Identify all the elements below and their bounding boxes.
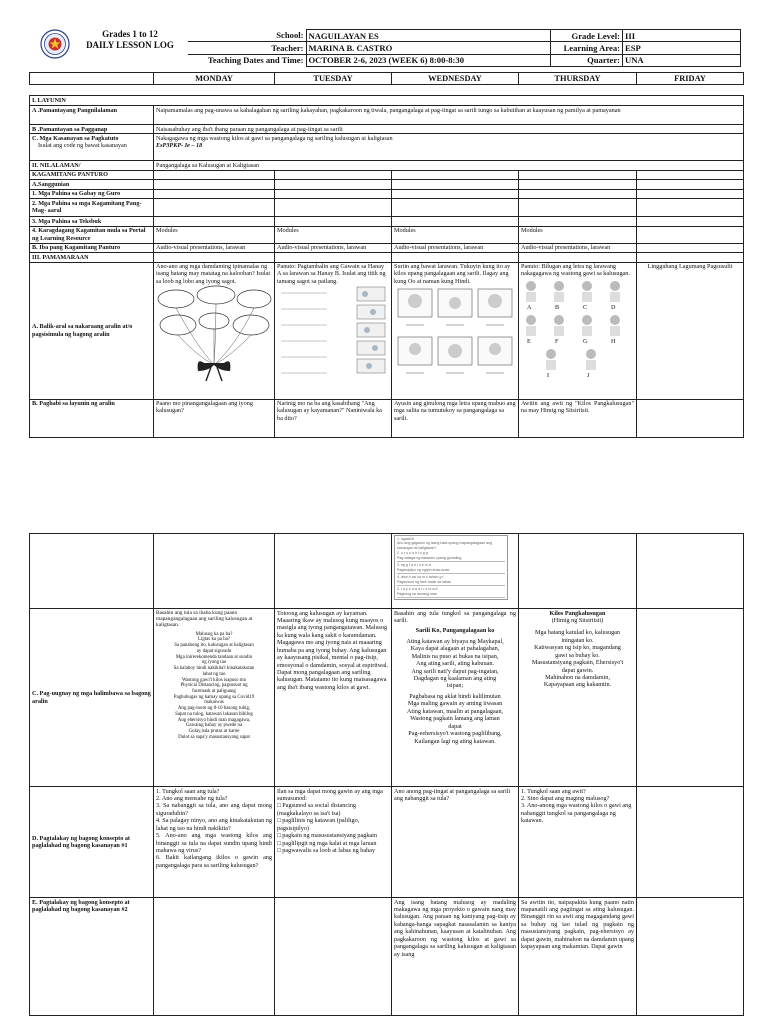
kasanayan-label-cell <box>30 134 154 161</box>
wednesday-poem-line: Pag-eehersisyo't wastong paglilibang, <box>408 730 502 738</box>
monday-poem-line: Malusog ka pa ba? <box>195 631 233 637</box>
days-corner <box>30 73 154 85</box>
ibang-kagamitan-label: B. Iba pang Kagamitang Panturo <box>30 243 154 252</box>
kasanayan-text-cell <box>154 134 744 161</box>
school-label: School: <box>188 30 306 42</box>
ibang-kagamitan-friday <box>637 243 744 252</box>
wednesday-poem-line: isipan; <box>446 682 464 690</box>
pamamaraan-label: III. PAMAMARAAN <box>30 253 154 262</box>
karagdagang-tuesday: Modules <box>275 226 392 243</box>
wednesday-poem-line: Ating katawan ay biyaya ng Maykapal, <box>406 637 504 645</box>
monday-poem-line: ay dapat siguradu <box>196 648 232 654</box>
thursday-poem-line: iningatan ko. <box>561 636 594 644</box>
pagtalakay1-tuesday-item: □ Pagsunod sa social distancing (magkakalayo sa isa't isa) <box>277 802 357 817</box>
paguugnay-tuesday: Totoong ang kalusugan ay kayaman. Maaaring ikaw ay malusog kung maayos o masigla ang iyong pangangatawan. Malusog ka kung wala kang sakit o karamdaman. Magagawa mo ang iyong nais at maaaring humaba pa ang iyong buhay. Ang kalusugan ay kaayusang pisikal, mental o pag-iisip, emosyonal o damdamin, sosyal at espiritwal. Dapat mong pangalagaan ang sariling kalusugan. Matatamo ito kung maisasagawa ang iba't ibang wastong kilos at gawi. <box>275 609 392 787</box>
pagtalakay1-tuesday-item: □ pagwawalis sa loob at labas ng bahay <box>277 847 376 854</box>
monday-poem-line: Mga inirerekomenda tandaan at sundin <box>175 654 253 660</box>
paguugnay-thursday-poem <box>521 629 634 689</box>
picture-letter-i: I <box>547 371 550 379</box>
day-wednesday: WEDNESDAY <box>392 73 519 85</box>
school-value: NAGUILAYAN ES <box>306 30 550 42</box>
paghabi-wednesday: Ayusin ang ginulong mga letra upang mabuo ang mga salita na tumutukoy sa pangangalaga sa sarili. <box>392 399 519 437</box>
log-title-line2: DAILY LESSON LOG <box>86 40 174 50</box>
karagdagang-wednesday: Modules <box>392 226 519 243</box>
pagtalakay2-thursday: Sa awitin ito, naipapakita kung paano natin mapanatili ang pagiingat sa ating kalusugan. Binanggit rin sa awit ang magagandang gawi sa buhay ng tao tulad ng pagkain ng masustansiyang pagkain, pag-ehersisyo ay dapat gawin, mahinahon na damdamin upang kapayapaan ang makamtan. Dapat gawin <box>519 898 637 1016</box>
day-tuesday: TUESDAY <box>275 73 392 85</box>
monday-poem-line: Sa kalaboy hindi nakikita't kinakatakutan <box>173 666 255 672</box>
picture-letter-d: D <box>611 303 616 311</box>
wednesday-poem-line: Dagdagan ng kaalaman ang ating <box>413 675 497 682</box>
pagtalakay1-monday-q2: 2. Ano ang mensahe ng tula? <box>156 794 228 802</box>
quarter-label: Quarter: <box>551 54 623 66</box>
ibang-kagamitan-monday: Audio-visual presentations, larawan <box>154 243 275 252</box>
kasanayan-text: Nakagagawa ng mga wastong kilos at gawi sa pangangalaga ng sariling kalusugan at kaligtasan <box>156 134 393 142</box>
wednesday-poem-line: Pagbabasa ng aklat hindi kalilimutan <box>409 692 501 700</box>
pagtalakay1-tuesday-item: □ paglilinis ng katawan (paliligo, pagsisipilyo) <box>277 817 360 832</box>
paguugnay-wednesday-poem <box>394 638 516 745</box>
thursday-poem-line: gawi sa buhay ko. <box>555 651 600 659</box>
worksheet-line-4: Pag-aalaga ng katawan upang gumaling <box>397 556 505 562</box>
lesson-table-page1 <box>29 95 744 438</box>
picture-letter-h: H <box>611 337 616 345</box>
wednesday-poem-line: Kaya dapat alagaan at pahalagahan, <box>410 645 500 653</box>
paghabi-monday: Paano mo pinangangalagaan ang iyong kalusugan? <box>154 399 275 437</box>
thursday-poem-line: Katiwasyan ng isip ko, magandang <box>534 644 621 652</box>
karagdagang-label: 4. Karagdagang Kagamitan mula sa Portal ng Learning Resource <box>30 226 154 243</box>
paguugnay-thursday-subtitle: (Himig ng Sitsiritsit) <box>551 616 604 624</box>
kagamitang-panturo-label: KAGAMITANG PANTURO <box>30 170 154 179</box>
lesson-table-page2 <box>29 533 744 1016</box>
nilalaman-text: Pangangalaga sa Kalusugan at Kaligtasan <box>154 161 744 170</box>
worksheet-image-cell <box>392 534 519 609</box>
worksheet-line-1: 1. kgaati ili <box>397 537 414 541</box>
log-title-line1: Grades 1 to 12 <box>102 29 158 39</box>
monday-poem-line: Physical Distancing, pagsusuot ng <box>180 683 248 689</box>
matching-worksheet-illustration <box>277 285 389 385</box>
worksheet-line-10: Pagtulog sa tamang oras <box>397 592 505 598</box>
pagtalakay1-tuesday-item: □ pagkain ng masusustansiyang pagkain <box>277 832 377 840</box>
karagdagang-thursday: Modules <box>519 226 637 243</box>
deped-seal <box>40 29 70 59</box>
paghabi-label: B. Paghabi sa layunin ng aralin <box>30 399 154 437</box>
paguugnay-monday-poem <box>156 632 272 741</box>
pamantayang-pangnilalaman-text: Naipamamalas ang pag-unawa sa kahalagahan ng sariling kakayahan, pagkakaroon ng tiwala, pangangalaga at pag-iingat sa sarili tungo sa kabutihan at kaayusan ng pamilya at pamayanan <box>154 106 744 125</box>
balik-aral-monday-text: Ano-ano ang mga damdaming ipinamalas ng isang batang may matatag na kalooban? Isulat sa loob ng lobo ang iyong sagot. <box>156 263 271 285</box>
monday-poem-line: ng iyong tao <box>201 660 227 666</box>
pagtalakay1-thursday-q1: 1. Tungkol saan ang awit? <box>521 787 586 795</box>
paguugnay-wednesday-intro: Basahin ang tula tungkol sa pangangalaga ng sarili. <box>394 609 516 624</box>
pagtalakay1-tuesday-item: □ paglilipgit ng mga kalat at mga laruan <box>277 839 377 847</box>
ibang-kagamitan-thursday: Audio-visual presentations, larawan <box>519 243 637 252</box>
balik-aral-label: A. Balik-aral sa nakaraang aralin at/o pagsisimula ng bagong aralin <box>30 262 154 399</box>
layunin-heading: I. LAYUNIN <box>30 96 744 106</box>
picture-letter-c: C <box>583 303 588 311</box>
day-friday: FRIDAY <box>637 73 744 85</box>
pagtalakay1-monday-q6: 6. Bakit kailangang ikilos o gawin ang pangangalaga para sa sariling kalusugan? <box>156 854 272 869</box>
paguugnay-wednesday-cell <box>392 609 519 787</box>
karagdagang-monday: Modules <box>154 226 275 243</box>
balik-aral-wednesday-cell <box>392 262 519 399</box>
pamantayang-pangnilalaman-label: A .Pamantayang Pangnilalaman <box>30 106 154 125</box>
pagtalakay2-wednesday: Ang isang batang malusog ay madaling makagawa ng mga proyekto o gawain nang may kalusugan. Ang paraan ng kaniyang pag-iisip ay kahanga-hanga sapagkat nasasalamin sa kaniya ang kahinahunan, kaayusan at katalinuhan. Ang pagkakaroon ng wastong kilos at gawi sa pangangalaga sa sariling kalusugan at kaligtasan ay isang <box>392 898 519 1016</box>
balik-aral-tuesday-text: Panuto: Pagtambalin ang Gawain sa Hanay A sa larawan sa Hanay B. Isulat ang titik ng tamang sagot sa patlang. <box>277 263 386 285</box>
day-monday: MONDAY <box>154 73 275 85</box>
habits-figures-illustration <box>521 278 635 384</box>
pagtalakay1-monday-cell <box>154 787 275 898</box>
teacher-value: MARINA B. CASTRO <box>306 42 550 54</box>
days-header-row <box>29 72 744 85</box>
pagtalakay1-monday-q4: 4. Sa palagay ninyo, ano ang kinakatakutan ng lahat ng tao na hindi nakikita? <box>156 817 272 832</box>
wednesday-poem-line: Ang ating sarili, ating kabuuan. <box>415 660 494 668</box>
monday-poem-line: Dulot sa sapa'y masustansyang sapat <box>178 734 250 740</box>
dates-value: OCTOBER 2-6, 2023 (WEEK 6) 8:00-8:30 <box>306 54 550 66</box>
thursday-poem-line: Mga batang katulad ko, kalusugan <box>534 629 621 637</box>
paguugnay-label: C. Pag-uugnay ng mga halimbawa sa bagong aralin <box>30 609 154 787</box>
teksbuk-label: 3. Mga Pahina sa Teksbuk <box>30 217 154 226</box>
sanggunian-label: A.Sanggunian <box>30 180 154 189</box>
pagtalakay1-wednesday: Ano anong pag-iingat at pangangalaga sa sarili ang nabanggit sa tula? <box>392 787 519 898</box>
teacher-label: Teacher: <box>188 42 306 54</box>
monday-poem-line: Ang ehersisyo hindi man magagawa, <box>177 717 251 723</box>
worksheet-line-2: Ano ang gagawin ng isang bata upang mapangalagaan ang kalusugan at kaligtasan? <box>397 541 493 550</box>
balik-aral-friday: Lingguhang Lagumang Pagsusulit <box>637 262 744 399</box>
wednesday-poem-line: Ang sarili nati'y daput pag-ingatan, <box>411 667 499 675</box>
ibang-kagamitan-tuesday: Audio-visual presentations, larawan <box>275 243 392 252</box>
pagtalakay1-monday-q5: 5. Ano-ano ang mga wastong kilos ang binanggit sa tula na dapat sundin upang hindi mahawa ng virus? <box>156 832 272 854</box>
thursday-poem-line: Kapayapaan ang kakamtin. <box>543 681 612 689</box>
pagtalakay1-label: D. Pagtalakay ng bagong konsepto at paglalahad ng bagong kasanayan #1 <box>30 787 154 898</box>
grade-label: Grade Level: <box>551 30 623 42</box>
worksheet-line-5: 3. eg g f a h t s e m d <box>397 563 431 568</box>
thursday-poem-line: Mahinahon na damdamin, <box>545 674 610 681</box>
monday-poem-line: Ligtas ka pa ba? <box>198 637 230 643</box>
pagtalakay1-monday-q1: 1. Tungkol saan ang tula? <box>156 787 220 795</box>
monday-poem-line: Gulay,isda prutas at karne <box>188 729 240 735</box>
day-thursday: THURSDAY <box>519 73 637 85</box>
balik-aral-wednesday-text: Suriin ang bawat larawan. Tukuyin kung ito ay kilos upang pangalagaan ang sarili. Ilagay ang kung Oo at naman kung Hindi. <box>394 263 511 285</box>
worksheet-line-6: Pagsisipilyo ng ngipin araw-araw <box>397 568 505 574</box>
monday-poem-line: Sa panahong ito, kalusugan at kaligtasan <box>174 643 254 649</box>
balik-aral-thursday-cell <box>519 262 637 399</box>
wednesday-poem-line: Wastong pagkain lamang ang laman <box>410 715 500 723</box>
paguugnay-thursday-title: Kilos Pangkalusugan <box>549 609 606 617</box>
pagtalakay1-tuesday-cell <box>275 787 392 898</box>
pagtalakay1-thursday-cell <box>519 787 637 898</box>
balik-aral-tuesday-cell <box>275 262 392 399</box>
monday-poem-line: Ang pag-inom ng 8-10 basong tubig, <box>177 706 251 712</box>
area-label: Learning Area: <box>551 42 623 54</box>
karagdagang-friday <box>637 226 744 243</box>
grade-value: III <box>623 30 741 42</box>
thursday-poem-line: Masustansiyang pagkain, Ehersisyo't <box>531 659 624 667</box>
pagtalakay1-monday-q3: 3. Sa nabanggit sa tula, ano ang dapat mong siguraduhin? <box>156 802 272 817</box>
pagtalakay1-thursday-q2: 2. Sino dapat ang maging malusog? <box>521 794 610 802</box>
worksheet-line-9: 5. t a y k a w a r r s m a d <box>397 587 438 592</box>
picture-letter-e: E <box>527 337 531 345</box>
picture-letter-a: A <box>527 303 532 311</box>
ibang-kagamitan-wednesday: Audio-visual presentations, larawan <box>392 243 519 252</box>
gabay-label: 1. Mga Pahina sa Gabay ng Guro <box>30 189 154 198</box>
dates-label: Teaching Dates and Time: <box>188 54 306 66</box>
picture-letter-f: F <box>555 337 559 345</box>
picture-letter-g: G <box>583 337 588 345</box>
balik-aral-monday-cell <box>154 262 275 399</box>
balloons-illustration <box>156 285 272 385</box>
monday-poem-line: Paghuhugas ng kamay upang sa Covid19 <box>173 694 255 700</box>
monday-poem-line: Wastong gawi't kilos isapuso mo <box>181 677 247 683</box>
monday-poem-line: Sapat na tulog, katawan lakasan bibilog <box>175 711 253 717</box>
wednesday-poem-line: Ating katawan, maalin at pangalagaan, <box>406 707 504 715</box>
wednesday-poem-line: Kailangan lagi ng ating katawan. <box>414 737 496 745</box>
seal-icon <box>40 29 70 59</box>
paguugnay-wednesday-title: Sarili Ko, Pangangalagaan ko <box>415 627 495 635</box>
monday-poem-line: makaiwas <box>204 700 224 706</box>
kasanayan-label: C. Mga Kasanayan sa Pagkatuto <box>32 134 119 142</box>
pagtalakay1-tuesday-intro: Ilan sa mga dapat mong gawin ay ang mga sumusunod: <box>277 787 383 802</box>
paghabi-tuesday: Narinig mo na ba ang kasabihang "Ang kalusugan ay kayamanan?" Naniniwala ka ba dito? <box>275 399 392 437</box>
wednesday-poem-line: Mga maling gawain ay aming iiwasan <box>407 700 503 708</box>
header-info-table <box>188 29 551 67</box>
pagtalakay2-label: E. Pagtalakay ng bagong konsepto at paglalahad ng bagong kasanayan #2 <box>30 898 154 1016</box>
picture-letter-j: J <box>587 371 590 379</box>
area-value: ESP <box>623 42 741 54</box>
picture-letter-b: B <box>555 303 560 311</box>
monday-poem-line: lahat ng tao <box>202 671 226 677</box>
self-care-pictures-illustration <box>394 285 516 385</box>
pagtalakay1-thursday-q3: 3. Ano-anong mga wastong kilos o gawi ang nabanggit tungkol sa pangangalaga ng katawan. <box>521 802 632 825</box>
paguugnay-thursday-cell <box>519 609 637 787</box>
nilalaman-label: II. NILALAMAN/ <box>30 161 154 170</box>
paguugnay-monday-intro: Basahin ang tula sa ibaba kung paano mapangangalagaan ang sariling kalusugan at kaligtasan. <box>156 609 253 629</box>
health-habits-pictures <box>521 278 634 384</box>
thursday-poem-line: dapat gawin. <box>561 666 594 674</box>
wednesday-poem-line: dapat <box>448 722 462 730</box>
kagamitang-mag-aaral-label: 2. Mga Pahina sa mga Kagamitang Pang- Mag- aaral <box>30 199 154 217</box>
worksheet-line-7: 4. ahw h asl sa m s tahsm g l <box>397 575 444 580</box>
worksheet-line-3: 2. u r s o a h l o g g <box>397 551 428 556</box>
pamantayan-pagganap-text: Naisasabuhay ang iba't ibang paraan ng pangangalaga at pag-iingat sa sarili <box>154 125 744 134</box>
header-class-table <box>550 29 741 67</box>
unscramble-worksheet <box>394 535 508 600</box>
monday-poem-line: facemask at paliguang <box>192 688 236 694</box>
worksheet-line-8: Pagsusuot ng face mask sa labas <box>397 580 505 586</box>
pamantayan-pagganap-label: B .Pamantayan sa Pagganap <box>30 125 154 134</box>
balik-aral-thursday-text: Panuto: Bilugan ang letra ng larawang nakagagawa ng wastong gawi sa kalusugan. <box>521 263 630 278</box>
kasanayan-sub: Isulat ang code ng bawat kasanayan <box>38 142 127 150</box>
monday-poem-line: Gawaing bahay ay pwede na <box>185 723 243 729</box>
kasanayan-code: EsP3PKP- Ie – 18 <box>156 142 203 150</box>
quarter-value: UNA <box>623 54 741 66</box>
paguugnay-monday-cell <box>154 609 275 787</box>
paghabi-thursday: Awitin ang awit ng "Kilos Pangkalusugan" na may Himig ng Sitsiritsit. <box>519 399 637 437</box>
wednesday-poem-line: Malinis na puso at bukas na isipan, <box>411 652 499 660</box>
